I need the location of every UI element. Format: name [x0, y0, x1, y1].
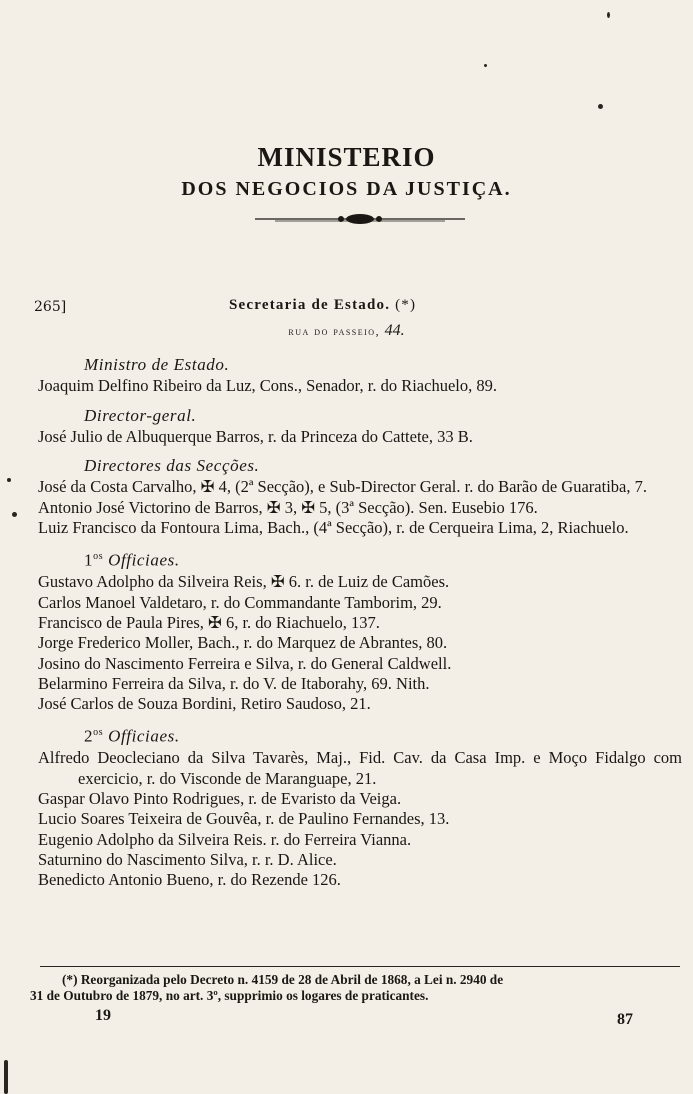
section-number: 265]	[34, 299, 67, 315]
heading-text: Officiaes.	[108, 727, 180, 747]
section-address	[0, 322, 693, 340]
list-item: Joaquim Delfino Ribeiro da Luz, Cons., Senador, r. do Riachuelo, 89.	[38, 376, 497, 396]
group-heading-first-officers	[38, 547, 682, 571]
list-item: Gustavo Adolpho da Silveira Reis, ✠ 6. r. de Luiz de Camões.	[38, 572, 450, 592]
list-item: Luiz Francisco da Fontoura Lima, Bach., (4ª Secção), r. de Cerqueira Lima, 2, Riachuelo.	[38, 518, 629, 538]
group-heading-section-directors: Directores das Secções.	[84, 456, 260, 476]
ink-speck	[12, 512, 17, 517]
list-item: Benedicto Antonio Bueno, r. do Rezende 126.	[38, 870, 341, 890]
list-item: Lucio Soares Teixeira de Gouvêa, r. de Paulino Fernandes, 13.	[38, 809, 450, 829]
section-header	[34, 297, 674, 319]
footnote	[30, 972, 680, 1004]
list-item: Gaspar Olavo Pinto Rodrigues, r. de Evaristo da Veiga.	[38, 788, 402, 808]
address-number: 44.	[384, 322, 405, 339]
footnote-divider	[40, 966, 680, 967]
ministry-title: MINISTERIO	[257, 142, 436, 172]
staff-listing	[38, 352, 682, 890]
ink-speck	[7, 478, 11, 482]
group-heading-second-officers	[38, 723, 682, 747]
ink-speck	[484, 64, 487, 67]
ornament-divider-icon	[255, 212, 465, 226]
list-item: Saturnino do Nascimento Silva, r. r. D. Alice.	[38, 849, 337, 869]
list-item: Alfredo Deocleciano da Silva Tavarès, Maj., Fid. Cav. da Casa Imp. e Moço Fidalgo com exercicio, r. do Visconde de Maranguape, 21.	[38, 748, 682, 788]
heading-ordinal-suffix: os	[93, 727, 104, 739]
heading-ordinal-suffix: os	[93, 551, 104, 563]
heading-ordinal: 2	[84, 727, 94, 747]
list-item: Josino do Nascimento Ferreira e Silva, r. do General Caldwell.	[38, 653, 452, 673]
group-heading-director-general: Director-geral.	[84, 405, 197, 425]
group-heading-minister: Ministro de Estado.	[84, 355, 230, 374]
list-item: José Julio de Albuquerque Barros, r. da Princeza do Cattete, 33 B.	[38, 426, 473, 446]
heading-text: Officiaes.	[108, 551, 180, 571]
signature-mark-left: 19	[95, 1007, 111, 1024]
section-title-text: Secretaria de Estado.	[229, 297, 391, 313]
ink-speck	[598, 104, 603, 109]
list-item: Francisco de Paula Pires, ✠ 6, r. do Riachuelo, 137.	[38, 612, 380, 632]
list-item: Belarmino Ferreira da Silva, r. do V. de Itaborahy, 69. Nith.	[38, 673, 430, 693]
page-number: 87	[617, 1011, 633, 1028]
list-item: Antonio José Victorino de Barros, ✠ 3, ✠ 5, (3ª Secção). Sen. Eusebio 176.	[38, 497, 538, 517]
list-item: Jorge Frederico Moller, Bach., r. do Marquez de Abrantes, 80.	[38, 633, 448, 653]
list-item: José Carlos de Souza Bordini, Retiro Saudoso, 21.	[38, 694, 371, 714]
heading-ordinal: 1	[84, 551, 94, 571]
list-item: Carlos Manoel Valdetaro, r. do Commandante Tamborim, 29.	[38, 592, 442, 612]
ministry-subtitle: DOS NEGOCIOS DA JUSTIÇA.	[181, 178, 512, 200]
footnote-line-2: 31 de Outubro de 1879, no art. 3º, supprimio os logares de praticantes.	[30, 988, 429, 1003]
list-item: Eugenio Adolpho da Silveira Reis. r. do Ferreira Vianna.	[38, 829, 412, 849]
footnote-reference: (*)	[395, 297, 417, 313]
footnote-line-1: (*) Reorganizada pelo Decreto n. 4159 de 28 de Abril de 1868, a Lei n. 2940 de	[62, 972, 504, 987]
ink-speck	[607, 12, 610, 18]
ink-speck	[4, 1060, 8, 1094]
address-street: rua do passeio,	[288, 324, 381, 338]
list-item: José da Costa Carvalho, ✠ 4, (2ª Secção), e Sub-Director Geral. r. do Barão de Guaratiba, 7.	[38, 477, 647, 497]
section-title	[229, 297, 416, 314]
